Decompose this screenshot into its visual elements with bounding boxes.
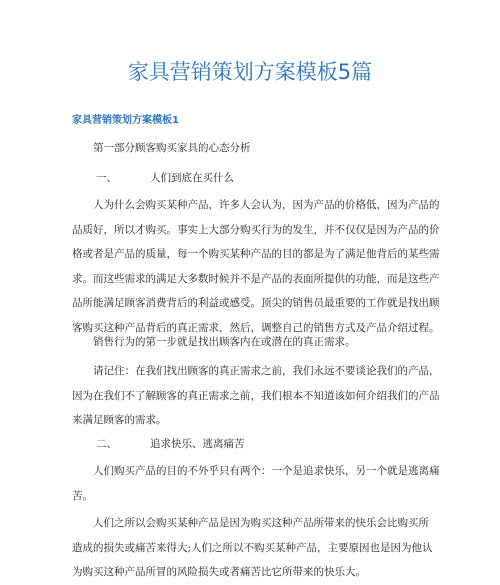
document-title: 家具营销策划方案模板5篇: [127, 60, 373, 84]
heading-1-number: 一、: [96, 172, 117, 184]
paragraph-5: 人们之所以会购买某种产品是因为购买这种产品所带来的快乐会比购买所 造成的损失或痛苦来得大;人们之所以不购买某种产品，主要原因也是因为他认 为购买这种产品所冒的风险损失或者痛苦比它所带来的快乐大。: [72, 517, 433, 578]
heading-2-number: 二、: [96, 438, 117, 450]
heading-1-text: 人们到底在买什么: [150, 172, 234, 184]
paragraph-1: 人为什么会购买某种产品，许多人会认为，因为产品的价格低，因为产品的 品质好，所以才购买。事实上大部分购买行为的发生，并不仅仅是因为产品的价 格或者是产品的质量，每一个购买某种产品的目的都是为了满足他背后的某些需 求。而这些需求的满足大多数时候并不是产品的表面所提供的功能，而是这些产 品所能满足顾客消费背后的利益或感受。顶尖的销售员最重要的工作就是找出顾 客购买这种产品背后的真正需求，然后，调整自己的销售方式及产品介绍过程。: [72, 199, 440, 334]
paragraph-3: 请记住：在我们找出顾客的真正需求之前，我们永远不要谈论我们的产品， 因为在我们不了解顾客的真正需求之前，我们根本不知道该如何介绍我们的产品 来满足顾客的需求。: [72, 365, 440, 426]
paragraph-2: 销售行为的第一步就是找出顾客内在或潜在的真正需求。: [93, 336, 356, 348]
paragraph-4: 人们购买产品的目的不外乎只有两个：一个是追求快乐，另一个就是逃离痛 苦。: [72, 465, 440, 502]
heading-2: [72, 432, 444, 457]
heading-1: [72, 166, 444, 191]
part-heading: 第一部分顾客购买家具的心态分析: [93, 142, 251, 154]
heading-2-text: 追求快乐、逃离痛苦: [150, 438, 245, 450]
section-title: 家具营销策划方案模板1: [72, 115, 179, 126]
